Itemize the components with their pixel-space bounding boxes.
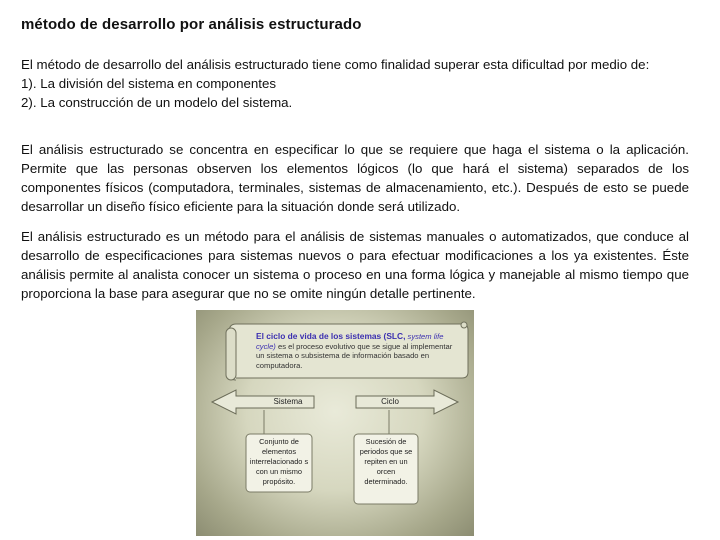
sistema-definition: Conjunto de elementos interrelacionado s con un mismo propósito. <box>249 437 309 486</box>
intro-line: El método de desarrollo del análisis estructurado tiene como finalidad superar esta dificultad por medio de: <box>21 57 650 72</box>
scroll-body-text: es el proceso evolutivo que se sigue al implementar un sistema o subsistema de información basado en computadora. <box>256 341 453 370</box>
list-item-1: 1). La división del sistema en componentes <box>21 76 276 91</box>
list-item-2: 2). La construcción de un modelo del sistema. <box>21 95 293 110</box>
connector-lines <box>264 410 389 434</box>
scroll-text <box>256 332 456 370</box>
scroll-italic-text: system life cycle) <box>256 332 444 351</box>
ciclo-label: Ciclo <box>381 397 399 406</box>
ciclo-definition: Sucesión de periodos que se repiten en un orcen determinado. <box>359 437 413 486</box>
paragraph-intro <box>21 55 689 112</box>
page-title: método de desarrollo por análisis estructurado <box>21 16 362 33</box>
sistema-label: Sistema <box>273 397 303 406</box>
paragraph-structured-analysis-method: El análisis estructurado es un método para el análisis de sistemas manuales o automatizados, que conduce al desarrollo de especificaciones para sistemas nuevos o para efectuar modificaciones a los ya existentes. Éste análisis permite al analista conocer un sistema o proceso en una forma lógica y manejable al mismo tiempo que proporciona la base para asegurar que no se omite ningún detalle pertinente. <box>21 229 689 301</box>
paragraph-structured-analysis-focus: El análisis estructurado se concentra en especificar lo que se requiere que haga el sistema o la aplicación. Permite que las personas observen los elementos lógicos (lo que hará el sistema) separados de los componentes físicos (computadora, terminales, sistemas de almacenamiento, etc.). Después de esto se puede desarrollar un diseño físico eficiente para la situación donde será utilizado. <box>21 142 689 214</box>
system-life-cycle-figure <box>196 310 474 536</box>
scroll-highlight-text: El ciclo de vida de los sistemas (SLC, <box>256 331 406 341</box>
